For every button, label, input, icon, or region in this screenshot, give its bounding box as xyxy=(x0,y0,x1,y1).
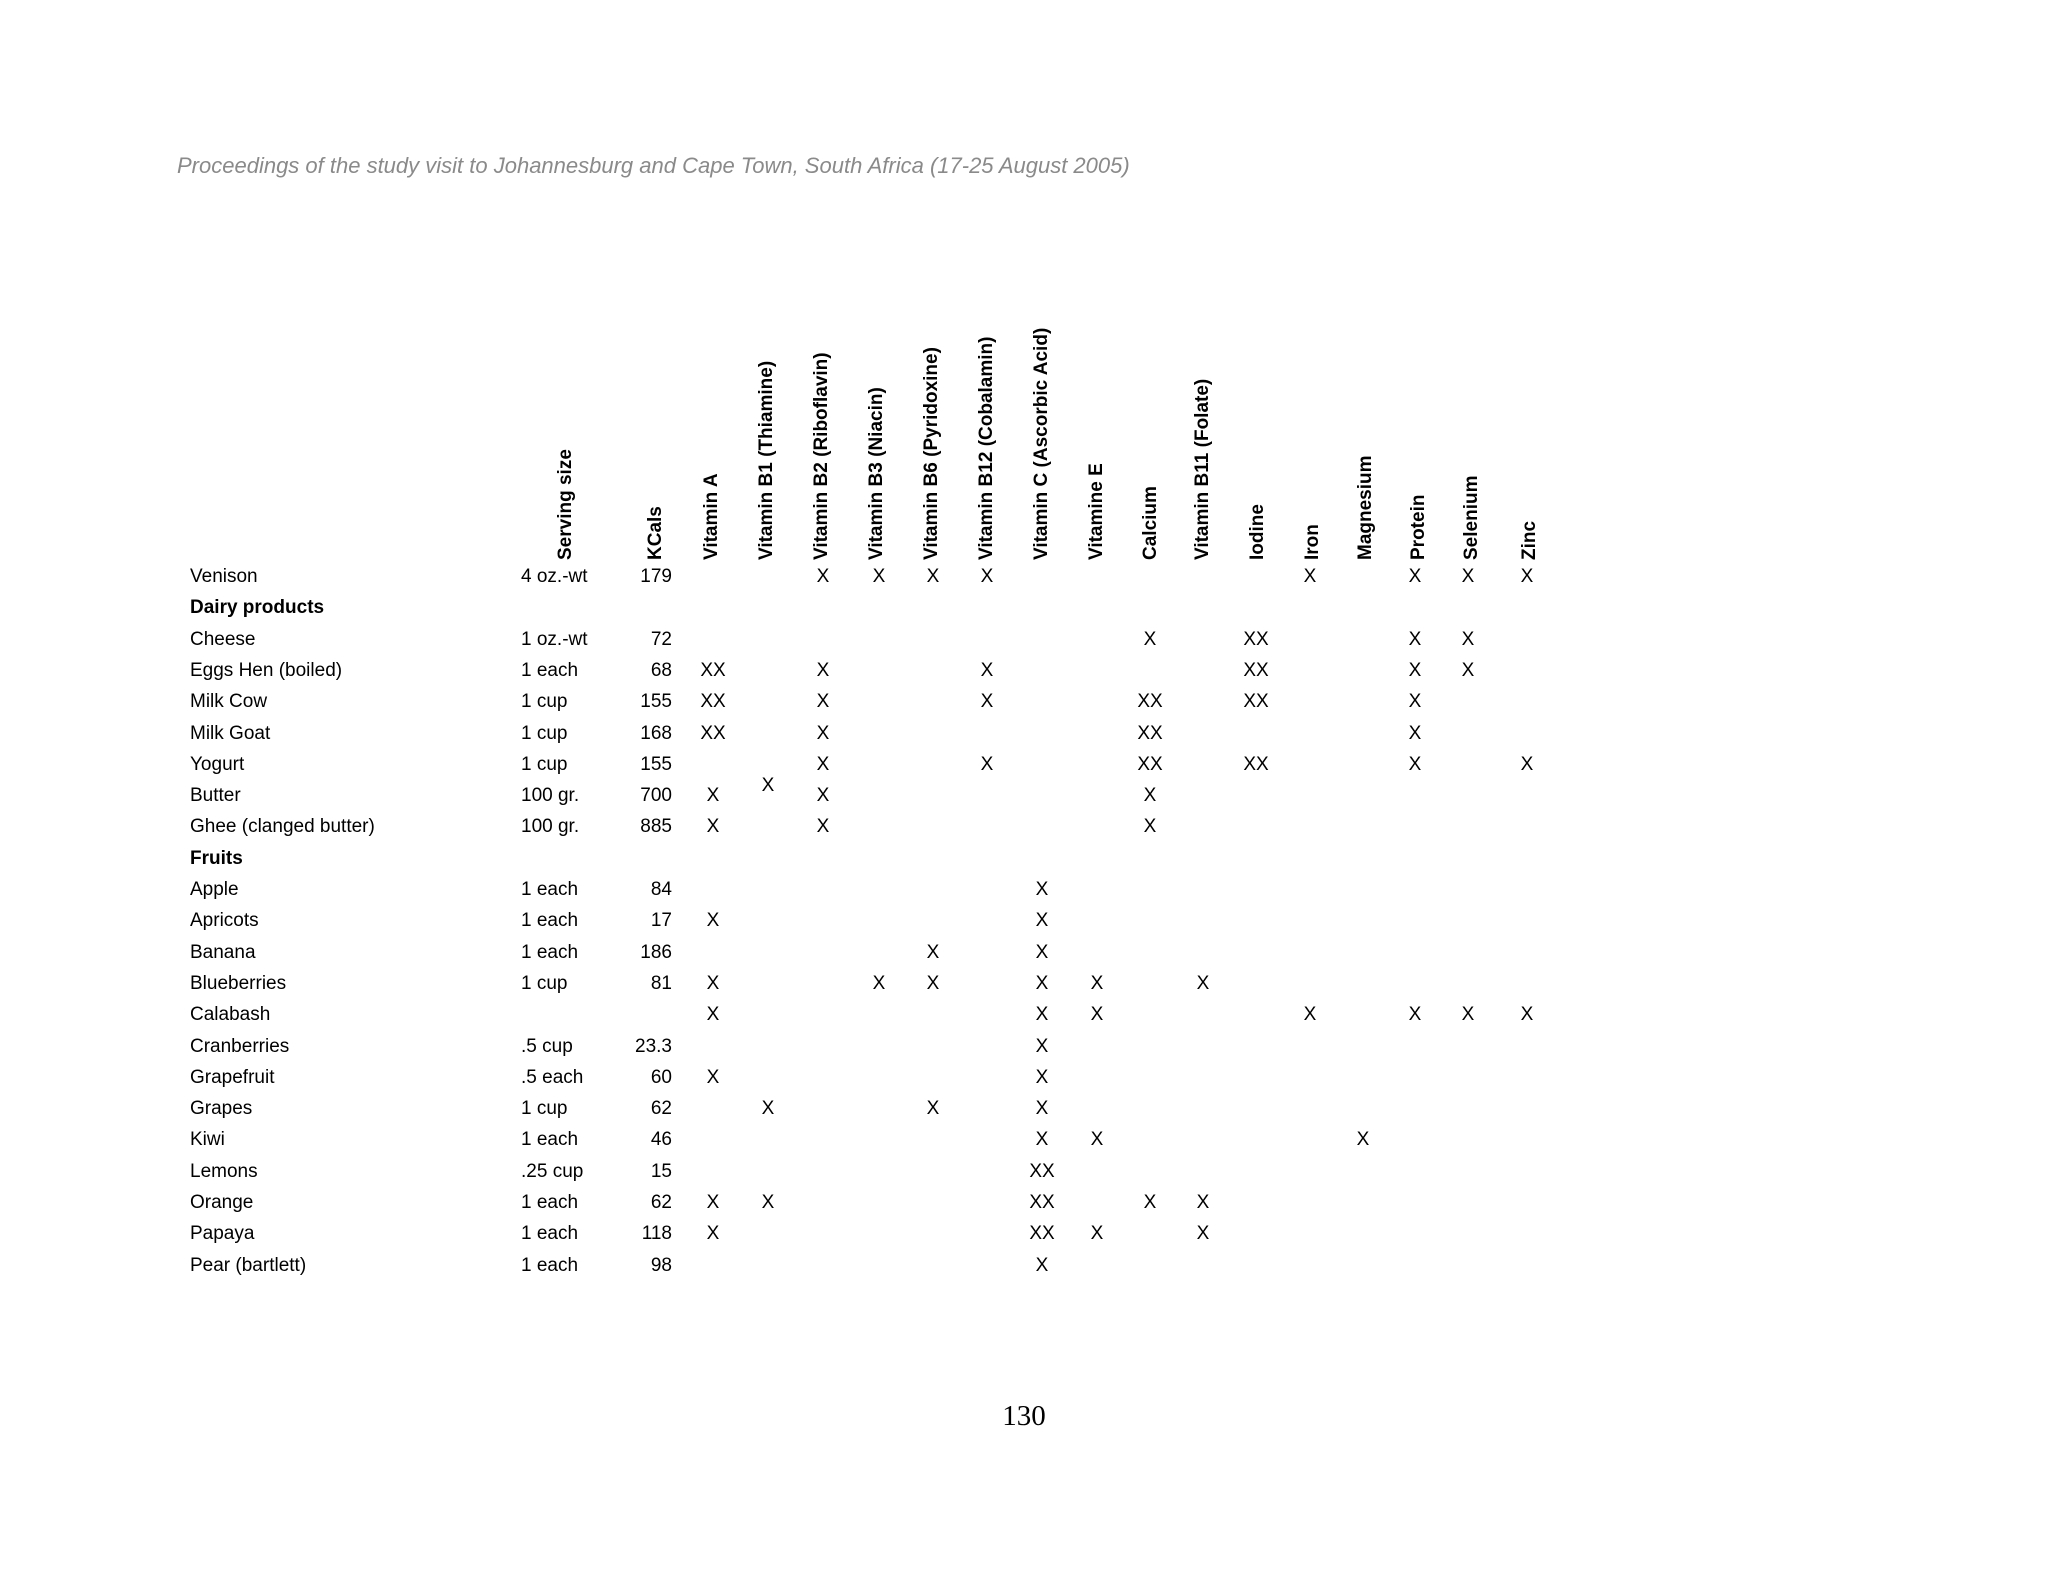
mark-cell-calcium: XX xyxy=(1137,753,1163,775)
column-header-label: KCals xyxy=(645,506,666,560)
column-header-label: Vitamin A xyxy=(701,473,722,560)
mark-cell-vitamin-b11-folate: X xyxy=(1196,1192,1210,1213)
mark-cell-vitamin-c-ascorbic-acid: XX xyxy=(1029,1192,1055,1213)
running-header: Proceedings of the study visit to Johannesburg and Cape Town, South Africa (17-25 August 2005) xyxy=(177,153,1130,178)
row-label: Apricots xyxy=(190,910,259,932)
mark-cell-iodine: XX xyxy=(1243,691,1269,713)
serving-size-cell: 1 each xyxy=(521,941,579,963)
kcal-cell: 60 xyxy=(650,1066,672,1088)
row-label: Grapes xyxy=(190,1098,253,1120)
mark-cell-iron: X xyxy=(1303,566,1317,587)
mark-cell-vitamin-b2-riboflavin: X xyxy=(816,785,830,807)
mark-cell-vitamin-c-ascorbic-acid: XX xyxy=(1029,1160,1055,1182)
serving-size-cell: .5 each xyxy=(521,1066,584,1088)
mark-cell-vitamin-a: X xyxy=(706,1004,720,1026)
column-header-label: Vitamin B3 (Niacin) xyxy=(866,387,887,560)
mark-cell-protein: X xyxy=(1408,566,1422,587)
mark-cell-vitamin-b1-thiamine: X xyxy=(761,1098,775,1120)
mark-cell-protein: X xyxy=(1408,1004,1422,1026)
serving-size-cell: 1 each xyxy=(521,1192,579,1213)
row-label: Kiwi xyxy=(190,1129,225,1151)
column-header-label: Iron xyxy=(1302,524,1323,560)
mark-cell-vitamin-b2-riboflavin: X xyxy=(816,816,830,838)
serving-size-cell: 1 cup xyxy=(521,722,568,744)
mark-cell-vitamin-c-ascorbic-acid: X xyxy=(1035,1066,1049,1088)
mark-cell-vitamin-b3-niacin: X xyxy=(872,972,886,994)
mark-cell-vitamin-c-ascorbic-acid: X xyxy=(1035,1098,1049,1120)
mark-cell-selenium: X xyxy=(1461,1004,1475,1026)
mark-cell-selenium: X xyxy=(1461,659,1475,681)
column-header-label: Serving size xyxy=(555,449,576,560)
floating-mark-vitamin-b1-thiamine: X xyxy=(761,775,775,797)
column-header-label: Magnesium xyxy=(1355,455,1376,560)
mark-cell-vitamin-b6-pyridoxine: X xyxy=(926,972,940,994)
mark-cell-vitamin-b2-riboflavin: X xyxy=(816,566,830,587)
row-label: Milk Cow xyxy=(190,691,268,713)
column-header-label: Vitamin B6 (Pyridoxine) xyxy=(921,347,942,560)
kcal-cell: 885 xyxy=(640,816,672,838)
kcal-cell: 179 xyxy=(640,566,672,587)
column-header-label: Vitamin B1 (Thiamine) xyxy=(756,360,777,560)
row-label: Milk Goat xyxy=(190,722,271,744)
row-label: Papaya xyxy=(190,1223,255,1245)
kcal-cell: 186 xyxy=(640,941,672,963)
mark-cell-vitamin-a: XX xyxy=(700,691,726,713)
mark-cell-vitamin-b6-pyridoxine: X xyxy=(926,941,940,963)
mark-cell-vitamin-c-ascorbic-acid: X xyxy=(1035,1254,1049,1276)
mark-cell-vitamin-c-ascorbic-acid: X xyxy=(1035,910,1049,932)
column-header-label: Vitamin B2 (Riboflavin) xyxy=(811,352,832,560)
page-number: 130 xyxy=(1002,1400,1046,1432)
mark-cell-protein: X xyxy=(1408,722,1422,744)
kcal-cell: 168 xyxy=(640,722,672,744)
column-header-label: Iodine xyxy=(1247,504,1268,560)
serving-size-cell: 1 cup xyxy=(521,691,568,713)
mark-cell-vitamin-b2-riboflavin: X xyxy=(816,722,830,744)
serving-size-cell: 1 cup xyxy=(521,1098,568,1120)
row-label: Yogurt xyxy=(190,753,245,775)
mark-cell-vitamin-b12-cobalamin: X xyxy=(980,691,994,713)
serving-size-cell: 1 each xyxy=(521,1254,579,1276)
mark-cell-selenium: X xyxy=(1461,628,1475,650)
kcal-cell: 700 xyxy=(640,785,672,807)
serving-size-cell: .5 cup xyxy=(521,1035,573,1057)
mark-cell-calcium: X xyxy=(1143,816,1157,838)
row-label: Eggs Hen (boiled) xyxy=(190,659,343,681)
serving-size-cell: 1 cup xyxy=(521,753,568,775)
mark-cell-zinc: X xyxy=(1520,566,1534,587)
kcal-cell: 68 xyxy=(650,659,672,681)
mark-cell-vitamin-c-ascorbic-acid: X xyxy=(1035,1035,1049,1057)
row-label: Lemons xyxy=(190,1160,258,1182)
mark-cell-protein: X xyxy=(1408,659,1422,681)
serving-size-cell: 100 gr. xyxy=(521,816,580,838)
mark-cell-calcium: X xyxy=(1143,628,1157,650)
kcal-cell: 155 xyxy=(640,691,672,713)
column-header-label: Vitamin B11 (Folate) xyxy=(1192,378,1213,560)
row-label: Grapefruit xyxy=(190,1066,275,1088)
mark-cell-vitamin-b6-pyridoxine: X xyxy=(926,1098,940,1120)
row-label: Banana xyxy=(190,941,256,963)
category-heading: Fruits xyxy=(190,847,243,869)
serving-size-cell: 1 each xyxy=(521,1129,579,1151)
mark-cell-vitamin-b12-cobalamin: X xyxy=(980,566,994,587)
mark-cell-vitamin-c-ascorbic-acid: X xyxy=(1035,972,1049,994)
column-header-label: Calcium xyxy=(1140,486,1161,560)
mark-cell-calcium: X xyxy=(1143,785,1157,807)
kcal-cell: 81 xyxy=(650,972,672,994)
mark-cell-vitamin-c-ascorbic-acid: XX xyxy=(1029,1223,1055,1245)
column-header-label: Zinc xyxy=(1519,520,1540,560)
kcal-cell: 46 xyxy=(650,1129,672,1151)
mark-cell-vitamin-a: X xyxy=(706,785,720,807)
kcal-cell: 84 xyxy=(650,879,672,900)
mark-cell-vitamin-b2-riboflavin: X xyxy=(816,691,830,713)
mark-cell-vitamin-a: X xyxy=(706,1223,720,1245)
mark-cell-calcium: XX xyxy=(1137,722,1163,744)
mark-cell-iron: X xyxy=(1303,1004,1317,1026)
mark-cell-vitamin-a: X xyxy=(706,910,720,932)
column-header-label: Vitamin B12 (Cobalamin) xyxy=(976,336,997,560)
mark-cell-vitamin-c-ascorbic-acid: X xyxy=(1035,1004,1049,1026)
row-label: Apple xyxy=(190,879,239,900)
mark-cell-vitamine-e: X xyxy=(1090,972,1104,994)
kcal-cell: 15 xyxy=(650,1160,672,1182)
mark-cell-vitamin-c-ascorbic-acid: X xyxy=(1035,941,1049,963)
mark-cell-vitamin-a: X xyxy=(706,1066,720,1088)
mark-cell-iodine: XX xyxy=(1243,628,1269,650)
row-label: Blueberries xyxy=(190,972,287,994)
mark-cell-vitamin-c-ascorbic-acid: X xyxy=(1035,879,1049,900)
serving-size-cell: 1 each xyxy=(521,910,579,932)
mark-cell-vitamin-b3-niacin: X xyxy=(872,566,886,587)
mark-cell-vitamin-b11-folate: X xyxy=(1196,1223,1210,1245)
serving-size-cell: 1 each xyxy=(521,1223,579,1245)
kcal-cell: 72 xyxy=(650,628,672,650)
mark-cell-iodine: XX xyxy=(1243,659,1269,681)
kcal-cell: 23.3 xyxy=(635,1035,672,1057)
mark-cell-zinc: X xyxy=(1520,753,1534,775)
row-label: Orange xyxy=(190,1192,254,1213)
mark-cell-vitamin-b2-riboflavin: X xyxy=(816,659,830,681)
serving-size-cell: 1 cup xyxy=(521,972,568,994)
mark-cell-vitamin-b2-riboflavin: X xyxy=(816,753,830,775)
column-header-label: Vitamin C (Ascorbic Acid) xyxy=(1031,327,1052,560)
mark-cell-vitamin-b12-cobalamin: X xyxy=(980,659,994,681)
mark-cell-protein: X xyxy=(1408,753,1422,775)
kcal-cell: 62 xyxy=(650,1192,672,1213)
mark-cell-iodine: XX xyxy=(1243,753,1269,775)
serving-size-cell: 1 each xyxy=(521,879,579,900)
mark-cell-vitamine-e: X xyxy=(1090,1223,1104,1245)
kcal-cell: 118 xyxy=(641,1223,672,1245)
serving-size-cell: 4 oz.-wt xyxy=(521,566,588,587)
kcal-cell: 62 xyxy=(650,1098,672,1120)
mark-cell-vitamin-a: XX xyxy=(700,722,726,744)
serving-size-cell: .25 cup xyxy=(521,1160,584,1182)
mark-cell-vitamin-a: X xyxy=(706,1192,720,1213)
mark-cell-zinc: X xyxy=(1520,1004,1534,1026)
mark-cell-vitamine-e: X xyxy=(1090,1004,1104,1026)
mark-cell-vitamin-b12-cobalamin: X xyxy=(980,753,994,775)
column-header-label: Selenium xyxy=(1461,475,1482,560)
mark-cell-protein: X xyxy=(1408,628,1422,650)
mark-cell-calcium: XX xyxy=(1137,691,1163,713)
row-label: Cheese xyxy=(190,628,256,650)
row-label: Venison xyxy=(190,566,258,587)
serving-size-cell: 1 each xyxy=(521,659,579,681)
mark-cell-vitamin-c-ascorbic-acid: X xyxy=(1035,1129,1049,1151)
category-heading: Dairy products xyxy=(190,597,325,619)
row-label: Calabash xyxy=(190,1004,271,1026)
mark-cell-vitamin-b11-folate: X xyxy=(1196,972,1210,994)
row-label: Cranberries xyxy=(190,1035,290,1057)
column-header-label: Vitamine E xyxy=(1086,463,1107,560)
serving-size-cell: 100 gr. xyxy=(521,785,580,807)
mark-cell-protein: X xyxy=(1408,691,1422,713)
column-header-label: Protein xyxy=(1408,494,1429,560)
kcal-cell: 98 xyxy=(650,1254,672,1276)
mark-cell-vitamin-a: X xyxy=(706,816,720,838)
mark-cell-calcium: X xyxy=(1143,1192,1157,1213)
mark-cell-magnesium: X xyxy=(1356,1129,1370,1151)
mark-cell-vitamin-a: X xyxy=(706,972,720,994)
row-label: Pear (bartlett) xyxy=(190,1254,307,1276)
mark-cell-vitamin-b6-pyridoxine: X xyxy=(926,566,940,587)
kcal-cell: 17 xyxy=(650,910,672,932)
mark-cell-vitamin-a: XX xyxy=(700,659,726,681)
row-label: Butter xyxy=(190,785,241,807)
mark-cell-vitamine-e: X xyxy=(1090,1129,1104,1151)
kcal-cell: 155 xyxy=(640,753,672,775)
row-label: Ghee (clanged butter) xyxy=(190,816,375,838)
mark-cell-vitamin-b1-thiamine: X xyxy=(761,1192,775,1213)
serving-size-cell: 1 oz.-wt xyxy=(521,628,588,650)
mark-cell-selenium: X xyxy=(1461,566,1475,587)
